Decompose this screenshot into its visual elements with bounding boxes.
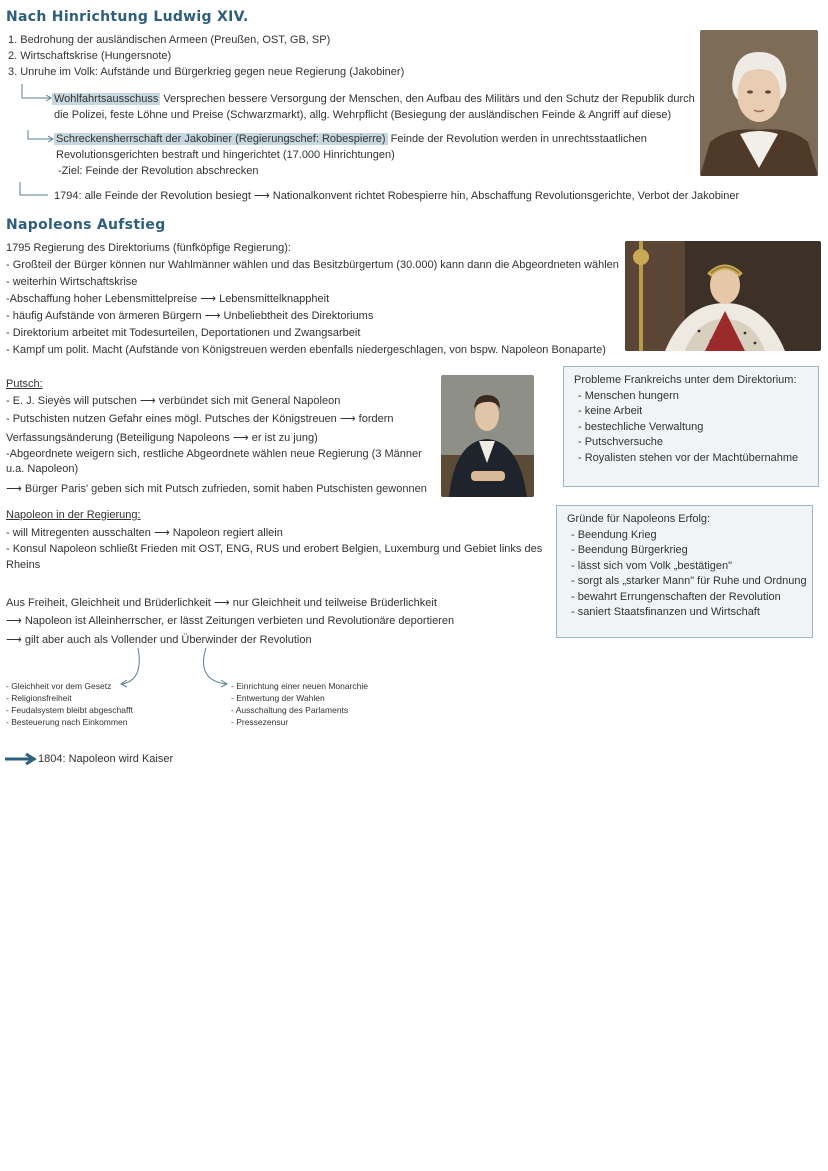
list-item: - sorgt als „starker Mann" für Ruhe und Ordnung <box>571 575 807 587</box>
kaiser-arrow-icon <box>4 753 38 765</box>
list-item: - Religionsfreiheit <box>6 693 72 703</box>
list-item: - Konsul Napoleon schließt Frieden mit OST, ENG, RUS und erobert Belgien, Luxemburg und Gebiet links des <box>6 543 543 555</box>
box-probleme <box>563 366 819 487</box>
list-item: - lässt sich vom Volk „bestätigen" <box>571 559 733 572</box>
wohlfahrt-line-2: die Polizei, feste Löhne und Preise (Schwarzmarkt), allg. Wehrpflicht (Besiegung der ausländischen Feinde & Angriff auf diese) <box>54 109 672 121</box>
list-item: u.a. Napoleon) <box>6 463 79 475</box>
box-probleme-title: Probleme Frankreichs unter dem Direktorium: <box>574 374 797 386</box>
list-item: - Pressezensur <box>231 717 289 727</box>
schrecken-line-3: -Ziel: Feinde der Revolution abschrecken <box>58 165 259 177</box>
list-item: - Royalisten stehen vor der Machtübernahme <box>578 451 799 464</box>
list-item: - saniert Staatsfinanzen und Wirtschaft <box>571 606 760 618</box>
list-item: - Besteuerung nach Einkommen <box>6 717 128 727</box>
list-item: Aus Freiheit, Gleichheit und Brüderlichkeit ⟶ nur Gleichheit und teilweise Brüderlichkeit <box>6 597 437 609</box>
list-item: - Direktorium arbeitet mit Todesurteilen, Deportationen und Zwangsarbeit <box>6 327 361 339</box>
schrecken-text: Feinde der Revolution werden in unrechtsstaatlichen <box>390 133 647 145</box>
box-gruende-title: Gründe für Napoleons Erfolg: <box>567 513 711 525</box>
list-item: -Abschaffung hoher Lebensmittelpreise ⟶ Lebensmittelknappheit <box>6 293 330 305</box>
section-title-hinrichtung: Nach Hinrichtung Ludwig XIV. <box>6 9 249 25</box>
box-gruende <box>556 505 813 638</box>
wohlfahrt-line-1 <box>52 91 695 107</box>
section-title-aufstieg: Napoleons Aufstieg <box>6 217 166 233</box>
year-1794: 1794: alle Feinde der Revolution besiegt ⟶ Nationalkonvent richtet Robespierre hin, Abschaffung Revolutionsgerichte, Verbot der Jakobiner <box>54 190 740 202</box>
list-item: - Entwertung der Wahlen <box>231 693 325 703</box>
wohlfahrt-label: Wohlfahrtsausschuss <box>54 93 159 105</box>
list-item: - Menschen hungern <box>578 389 679 402</box>
list-item: - Ausschaltung des Parlaments <box>231 705 349 715</box>
list-item: - Beendung Krieg <box>571 528 657 541</box>
wohlfahrt-text: Versprechen bessere Versorgung der Menschen, den Aufbau des Militärs und den Schutz der Republik durch <box>163 93 695 105</box>
kaiser-text: 1804: Napoleon wird Kaiser <box>38 753 174 765</box>
list-item: -Abgeordnete weigern sich, restliche Abgeordnete wählen neue Regierung (3 Männer <box>6 448 422 460</box>
list-item: - weiterhin Wirtschaftskrise <box>6 276 138 288</box>
list-item: 2. Wirtschaftskrise (Hungersnote) <box>8 50 172 62</box>
list-item: - Einrichtung einer neuen Monarchie <box>231 681 369 691</box>
schrecken-label: Schreckensherrschaft der Jakobiner (Regierungschef: Robespierre) <box>56 133 386 145</box>
schrecken-line-1 <box>54 131 647 147</box>
list-item: ⟶ gilt aber auch als Vollender und Überwinder der Revolution <box>6 634 312 646</box>
list-item: - Großteil der Bürger können nur Wahlmänner wählen und das Besitzbürgertum (30.000) kann dann die Abgeordneten wählen <box>6 259 619 271</box>
list-item: - Beendung Bürgerkrieg <box>571 544 688 556</box>
robespierre-portrait <box>700 30 818 176</box>
list-item: - Putschisten nutzen Gefahr eines mögl. Putsches der Königstreuen ⟶ fordern <box>6 413 394 425</box>
napoleon-emperor-portrait <box>625 241 821 351</box>
list-item: ⟶ Napoleon ist Alleinherrscher, er lässt Zeitungen verbieten und Revolutionäre deportieren <box>6 615 455 627</box>
regierung-heading: Napoleon in der Regierung: <box>6 509 141 521</box>
list-item: - keine Arbeit <box>578 405 643 417</box>
gleichheit-list <box>6 680 133 728</box>
list-item: - Putschversuche <box>578 436 663 448</box>
putsch-heading: Putsch: <box>6 378 43 390</box>
list-item: - Kampf um polit. Macht (Aufstände von Königstreuen werden ebenfalls niedergeschlagen, von bspw. Napoleon Bonaparte) <box>6 344 606 356</box>
list-item: - will Mitregenten ausschalten ⟶ Napoleon regiert allein <box>6 527 283 539</box>
list-item: ⟶ Bürger Paris' geben sich mit Putsch zufrieden, somit haben Putschisten gewonnen <box>6 483 427 495</box>
list-item: Rheins <box>6 559 41 571</box>
list-item: 1. Bedrohung der ausländischen Armeen (Preußen, OST, GB, SP) <box>8 34 331 46</box>
list-item: - Gleichheit vor dem Gesetz <box>6 681 112 691</box>
list-item: - häufig Aufstände von ärmeren Bürgern ⟶ Unbeliebtheit des Direktoriums <box>6 310 374 322</box>
schrecken-line-2: Revolutionsgerichten bestraft und hingerichtet (17.000 Hinrichtungen) <box>56 149 395 161</box>
list-item: - Feudalsystem bleibt abgeschafft <box>6 705 133 715</box>
list-item: 3. Unruhe im Volk: Aufstände und Bürgerkrieg gegen neue Regierung (Jakobiner) <box>8 66 405 78</box>
list-item: - E. J. Sieyès will putschen ⟶ verbündet sich mit General Napoleon <box>6 395 341 407</box>
list-item: - bewahrt Errungenschaften der Revolution <box>571 590 781 603</box>
napoleon-young-portrait <box>441 375 534 497</box>
monarchie-list <box>231 680 368 728</box>
list-item: Verfassungsänderung (Beteiligung Napoleons ⟶ er ist zu jung) <box>6 432 318 444</box>
list-item: 1795 Regierung des Direktoriums (fünfköpfige Regierung): <box>6 242 291 254</box>
list-item: - bestechliche Verwaltung <box>578 420 704 433</box>
